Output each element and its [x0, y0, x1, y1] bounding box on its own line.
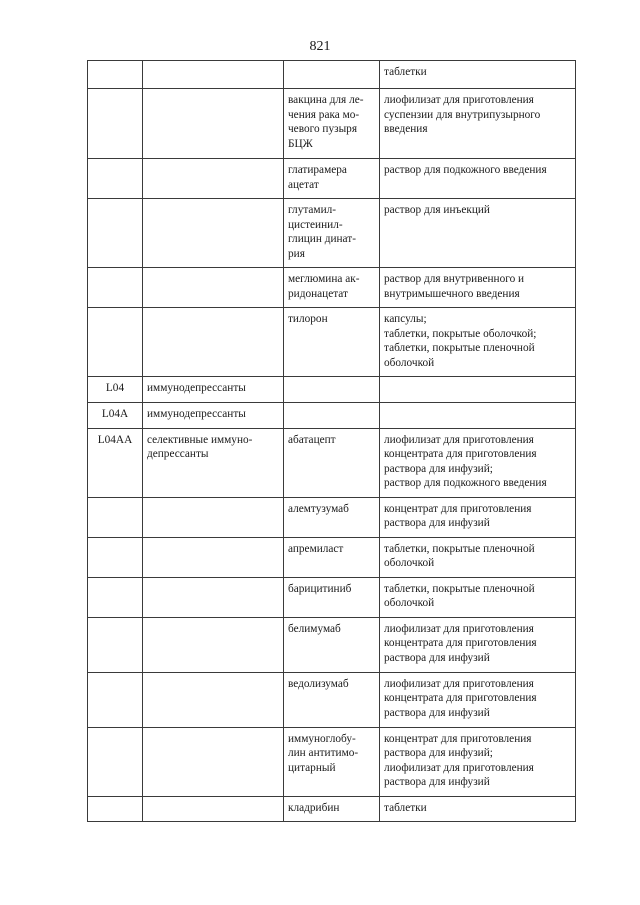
drug-name-line: чевого пузыря [288, 123, 358, 135]
dosage-form-cell [380, 497, 576, 537]
drug-name-cell [284, 577, 380, 617]
drug-name-cell [284, 268, 380, 308]
table-row [88, 159, 576, 199]
drug-name-line: белимумаб [288, 622, 341, 635]
drug-name-line: вакцина для ле- [288, 94, 364, 106]
atc-group-cell [143, 268, 284, 308]
dosage-form-cell [380, 199, 576, 268]
drug-name-line: ведолизумаб [288, 677, 349, 690]
dosage-form-line: оболочкой [384, 356, 435, 369]
table-row [88, 497, 576, 537]
dosage-form-line: концентрат для приготовления [384, 732, 532, 745]
drug-name-line: барицитиниб [288, 582, 352, 595]
dosage-form-line: концентрата для приготовления [384, 692, 537, 704]
dosage-form-line: лиофилизат для приготовления [384, 677, 534, 690]
table-row [88, 89, 576, 159]
table-row [88, 61, 576, 89]
drug-name-line: абатацепт [288, 433, 336, 446]
atc-code-cell [88, 159, 143, 199]
drug-name-cell [284, 159, 380, 199]
drug-name-line: рия [288, 247, 305, 260]
dosage-form-cell [380, 537, 576, 577]
atc-code-cell [88, 796, 143, 822]
dosage-form-line: лиофилизат для приготовления [384, 761, 534, 774]
drug-name-line: глутамил- [288, 204, 337, 216]
table-row [88, 268, 576, 308]
atc-code-cell [88, 672, 143, 727]
dosage-form-cell [380, 89, 576, 159]
dosage-form-cell [380, 402, 576, 428]
atc-group-cell [143, 199, 284, 268]
table-row [88, 617, 576, 672]
atc-code-cell [88, 268, 143, 308]
drug-name-line: глатирамера [288, 164, 347, 176]
drug-table [87, 60, 576, 822]
atc-code-cell [88, 617, 143, 672]
atc-group-line: депрессанты [147, 448, 209, 460]
drug-name-line: тилорон [288, 313, 328, 325]
dosage-form-line: раствора для инфузий [384, 651, 490, 664]
dosage-form-line: концентрата для приготовления [384, 448, 537, 460]
drug-name-line: ридонацетат [288, 287, 348, 300]
atc-group-cell: иммунодепрессанты [143, 377, 284, 403]
dosage-form-line: раствор для инъекций [384, 204, 490, 216]
drug-name-line: цитарный [288, 761, 336, 774]
drug-name-cell [284, 727, 380, 796]
dosage-form-cell [380, 268, 576, 308]
dosage-form-cell [380, 377, 576, 403]
dosage-form-line: лиофилизат для приготовления [384, 433, 534, 446]
drug-name-cell [284, 308, 380, 377]
dosage-form-cell [380, 428, 576, 497]
dosage-form-cell [380, 617, 576, 672]
drug-name-cell [284, 537, 380, 577]
atc-group-cell [143, 428, 284, 497]
drug-name-cell [284, 672, 380, 727]
atc-code-cell [88, 537, 143, 577]
dosage-form-cell [380, 61, 576, 89]
table-row [88, 402, 576, 428]
table-row [88, 537, 576, 577]
table-row [88, 199, 576, 268]
table-row [88, 577, 576, 617]
page-number: 821 [309, 39, 331, 54]
drug-name-cell [284, 497, 380, 537]
drug-name-cell [284, 377, 380, 403]
atc-group-cell [143, 537, 284, 577]
atc-group-cell [143, 308, 284, 377]
drug-name-cell [284, 89, 380, 159]
dosage-form-line: раствор для подкожного введения [384, 477, 547, 489]
atc-code-cell [88, 727, 143, 796]
table-row [88, 308, 576, 377]
table-row [88, 377, 576, 403]
drug-name-line: кладрибин [288, 801, 340, 814]
drug-name-line: цистеинил- [288, 218, 343, 231]
dosage-form-cell [380, 308, 576, 377]
dosage-form-line: таблетки, покрытые пленочной [384, 582, 535, 595]
drug-name-line: чения рака мо- [288, 108, 360, 121]
atc-code-cell [88, 577, 143, 617]
drug-name-cell [284, 617, 380, 672]
drug-name-cell [284, 796, 380, 822]
dosage-form-cell [380, 727, 576, 796]
dosage-form-line: внутримышечного введения [384, 287, 520, 300]
atc-group-cell [143, 617, 284, 672]
drug-name-line: глицин динат- [288, 233, 356, 245]
dosage-form-cell [380, 577, 576, 617]
atc-group-cell [143, 61, 284, 89]
dosage-form-cell [380, 796, 576, 822]
dosage-form-line: таблетки [384, 801, 427, 814]
dosage-form-line: раствора для инфузий; [384, 462, 493, 475]
atc-group-cell [143, 577, 284, 617]
drug-name-cell [284, 61, 380, 89]
atc-code-cell: L04AA [88, 428, 143, 497]
atc-group-cell: иммунодепрессанты [143, 402, 284, 428]
dosage-form-line: раствор для подкожного введения [384, 164, 547, 176]
table-row [88, 727, 576, 796]
dosage-form-line: раствора для инфузий [384, 706, 490, 719]
drug-name-line: алемтузумаб [288, 502, 349, 515]
dosage-form-line: раствор для внутривенного и [384, 273, 525, 285]
atc-code-cell [88, 89, 143, 159]
atc-group-cell [143, 497, 284, 537]
atc-group-cell [143, 727, 284, 796]
atc-code-cell: L04 [88, 377, 143, 403]
atc-group-cell [143, 672, 284, 727]
atc-code-cell [88, 308, 143, 377]
drug-name-line: ацетат [288, 178, 319, 191]
dosage-form-line: раствора для инфузий [384, 517, 490, 529]
drug-name-cell [284, 428, 380, 497]
dosage-form-line: капсулы; [384, 313, 427, 325]
drug-name-line: иммуноглобу- [288, 732, 356, 745]
dosage-form-line: таблетки [384, 66, 427, 78]
dosage-form-line: концентрата для приготовления [384, 637, 537, 649]
drug-name-cell [284, 402, 380, 428]
atc-group-cell [143, 159, 284, 199]
atc-group-line: селективные иммуно- [147, 433, 253, 446]
atc-code-cell: L04A [88, 402, 143, 428]
atc-code-cell [88, 497, 143, 537]
atc-group-cell [143, 796, 284, 822]
table-row [88, 796, 576, 822]
drug-name-line: меглюмина ак- [288, 273, 360, 285]
dosage-form-line: раствора для инфузий [384, 776, 490, 788]
dosage-form-line: оболочкой [384, 597, 435, 609]
dosage-form-line: концентрат для приготовления [384, 502, 532, 515]
table-row [88, 672, 576, 727]
dosage-form-line: лиофилизат для приготовления [384, 94, 534, 106]
atc-code-cell [88, 199, 143, 268]
drug-name-line: апремиласт [288, 542, 344, 555]
dosage-form-line: раствора для инфузий; [384, 747, 493, 759]
atc-code-cell [88, 61, 143, 89]
drug-name-line: лин антитимо- [288, 747, 359, 759]
table-row [88, 428, 576, 497]
dosage-form-line: оболочкой [384, 557, 435, 569]
table-body [88, 61, 576, 822]
dosage-form-line: таблетки, покрытые пленочной [384, 342, 535, 354]
drug-name-cell [284, 199, 380, 268]
dosage-form-line: лиофилизат для приготовления [384, 622, 534, 635]
dosage-form-line: таблетки, покрытые пленочной [384, 542, 535, 555]
drug-name-line: БЦЖ [288, 137, 313, 150]
dosage-form-cell [380, 672, 576, 727]
atc-group-cell [143, 89, 284, 159]
dosage-form-line: введения [384, 123, 428, 135]
dosage-form-line: таблетки, покрытые оболочкой; [384, 327, 537, 340]
dosage-form-line: суспензии для внутрипузырного [384, 108, 541, 121]
dosage-form-cell [380, 159, 576, 199]
